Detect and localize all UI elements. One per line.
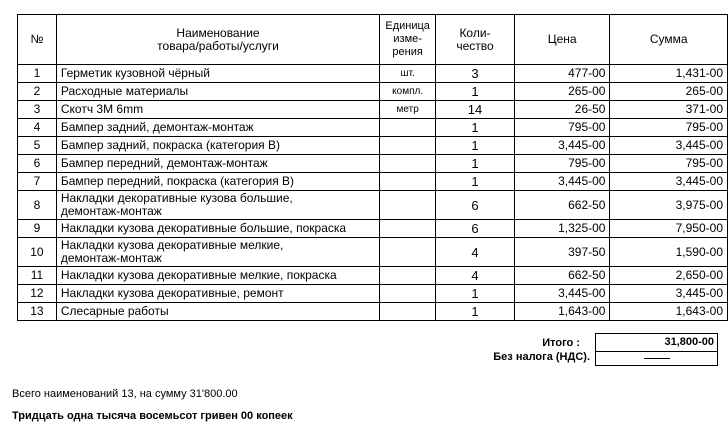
header-name	[56, 15, 379, 65]
row-name: Бампер передний, демонтаж-монтаж	[56, 155, 379, 173]
row-sum: 795-00	[610, 119, 728, 137]
row-sum: 371-00	[610, 101, 728, 119]
row-num: 3	[18, 101, 57, 119]
row-unit	[380, 285, 436, 303]
table-row	[18, 285, 728, 303]
footer-summary: Всего наименований 13, на сумму 31'800.00	[12, 388, 238, 400]
row-num: 8	[18, 191, 57, 220]
row-qty: 6	[436, 191, 515, 220]
table-row	[18, 137, 728, 155]
row-unit	[380, 137, 436, 155]
row-price: 662-50	[514, 267, 610, 285]
row-num: 13	[18, 303, 57, 321]
row-num: 6	[18, 155, 57, 173]
row-qty: 4	[436, 238, 515, 267]
row-name-line1: Накладки декоративные кузова большие,	[60, 191, 293, 205]
row-qty: 3	[436, 65, 515, 83]
table-row	[18, 220, 728, 238]
row-sum: 3,445-00	[610, 285, 728, 303]
row-unit	[380, 238, 436, 267]
row-num: 4	[18, 119, 57, 137]
row-unit: метр	[380, 101, 436, 119]
row-num: 2	[18, 83, 57, 101]
row-price: 795-00	[514, 155, 610, 173]
row-price: 662-50	[514, 191, 610, 220]
row-sum: 3,445-00	[610, 173, 728, 191]
row-unit	[380, 220, 436, 238]
row-name: Бампер передний, покраска (категория B)	[56, 173, 379, 191]
row-qty: 6	[436, 220, 515, 238]
row-sum: 265-00	[610, 83, 728, 101]
table-row	[18, 101, 728, 119]
table-row	[18, 267, 728, 285]
row-name: Бампер задний, демонтаж-монтаж	[56, 119, 379, 137]
row-unit: компл.	[380, 83, 436, 101]
header-name-line1: Наименование	[176, 25, 260, 40]
row-qty: 4	[436, 267, 515, 285]
row-price: 1,325-00	[514, 220, 610, 238]
table-body	[18, 65, 728, 321]
header-unit-line3: рения	[392, 46, 423, 58]
row-price: 3,445-00	[514, 137, 610, 155]
row-num: 11	[18, 267, 57, 285]
header-num: №	[18, 15, 57, 65]
row-num: 1	[18, 65, 57, 83]
table-row	[18, 83, 728, 101]
row-unit	[380, 119, 436, 137]
tax-label: Без налога (НДС).	[493, 351, 590, 363]
row-qty: 1	[436, 173, 515, 191]
row-name	[56, 238, 379, 267]
row-price: 3,445-00	[514, 173, 610, 191]
row-sum: 1,590-00	[610, 238, 728, 267]
row-sum: 1,431-00	[610, 65, 728, 83]
row-qty: 1	[436, 137, 515, 155]
header-sum: Сумма	[610, 15, 728, 65]
row-sum: 7,950-00	[610, 220, 728, 238]
header-unit-line1: Единица	[385, 20, 430, 32]
row-unit	[380, 191, 436, 220]
row-price: 26-50	[514, 101, 610, 119]
header-unit	[380, 15, 436, 65]
row-name: Бампер задний, покраска (категория B)	[56, 137, 379, 155]
row-price: 795-00	[514, 119, 610, 137]
table-row	[18, 119, 728, 137]
row-name-line1: Накладки кузова декоративные мелкие,	[60, 238, 284, 252]
row-name	[56, 191, 379, 220]
table-header-row	[18, 15, 728, 65]
row-price: 1,643-00	[514, 303, 610, 321]
header-price: Цена	[514, 15, 610, 65]
table-row	[18, 65, 728, 83]
row-name-line2: демонтаж-монтаж	[60, 251, 162, 265]
row-sum: 3,445-00	[610, 137, 728, 155]
row-price: 3,445-00	[514, 285, 610, 303]
row-name-line2: демонтаж-монтаж	[60, 204, 162, 218]
row-name: Слесарные работы	[56, 303, 379, 321]
table-row	[18, 155, 728, 173]
row-name: Расходные материалы	[56, 83, 379, 101]
row-num: 7	[18, 173, 57, 191]
row-unit	[380, 303, 436, 321]
row-price: 397-50	[514, 238, 610, 267]
row-price: 477-00	[514, 65, 610, 83]
row-unit	[380, 173, 436, 191]
table-row	[18, 191, 728, 220]
row-price: 265-00	[514, 83, 610, 101]
total-label: Итого :	[542, 337, 580, 349]
row-name: Накладки кузова декоративные большие, покраска	[56, 220, 379, 238]
row-qty: 14	[436, 101, 515, 119]
header-name-line2: товара/работы/услуги	[157, 38, 279, 53]
row-qty: 1	[436, 119, 515, 137]
row-name: Накладки кузова декоративные мелкие, покраска	[56, 267, 379, 285]
row-unit	[380, 267, 436, 285]
row-num: 5	[18, 137, 57, 155]
row-name: Скотч 3М 6mm	[56, 101, 379, 119]
row-qty: 1	[436, 83, 515, 101]
header-qty-line2: чество	[456, 38, 494, 53]
row-qty: 1	[436, 303, 515, 321]
row-name: Накладки кузова декоративные, ремонт	[56, 285, 379, 303]
row-sum: 2,650-00	[610, 267, 728, 285]
row-name: Герметик кузовной чёрный	[56, 65, 379, 83]
invoice-table	[17, 14, 728, 321]
tax-dash	[644, 358, 670, 359]
header-qty	[436, 15, 515, 65]
row-sum: 1,643-00	[610, 303, 728, 321]
table-row	[18, 238, 728, 267]
row-unit: шт.	[380, 65, 436, 83]
row-qty: 1	[436, 285, 515, 303]
footer-amount-words: Тридцать одна тысяча восемьсот гривен 00 копеек	[12, 410, 293, 422]
table-row	[18, 303, 728, 321]
row-num: 12	[18, 285, 57, 303]
row-unit	[380, 155, 436, 173]
total-value: 31,800-00	[595, 333, 718, 352]
table-row	[18, 173, 728, 191]
row-sum: 3,975-00	[610, 191, 728, 220]
row-num: 9	[18, 220, 57, 238]
tax-dash-box	[595, 351, 718, 366]
header-unit-line2: изме-	[393, 33, 422, 45]
row-qty: 1	[436, 155, 515, 173]
row-num: 10	[18, 238, 57, 267]
header-qty-line1: Коли-	[459, 25, 491, 40]
row-sum: 795-00	[610, 155, 728, 173]
